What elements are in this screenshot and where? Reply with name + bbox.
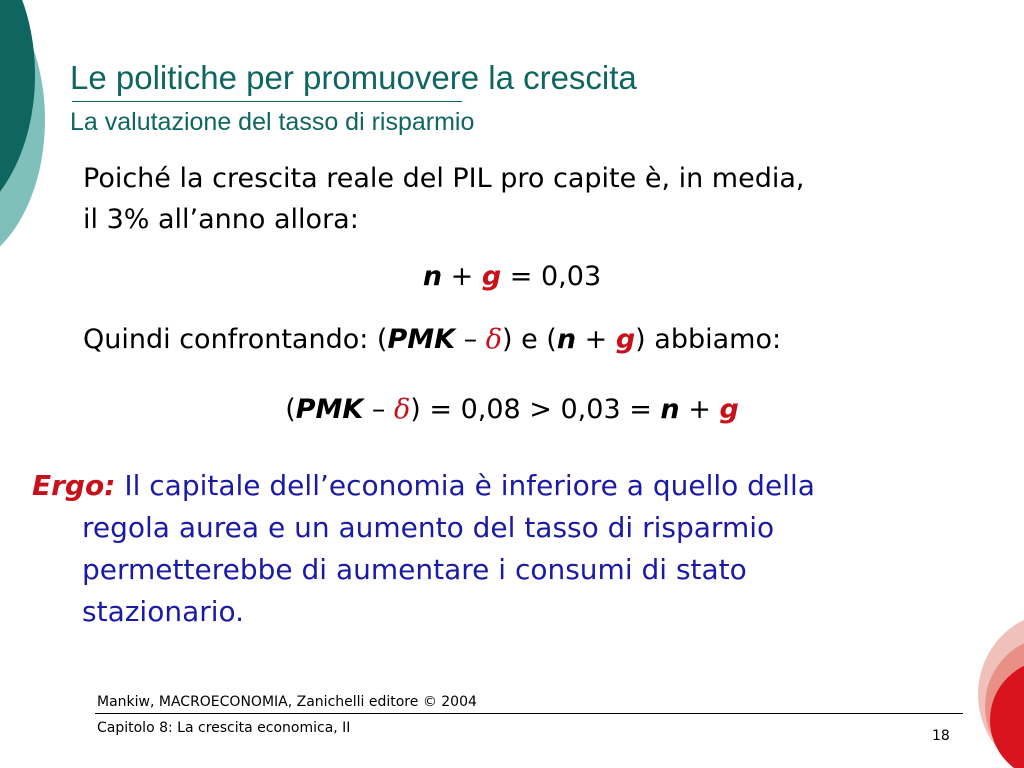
conclusion-text-1: Il capitale dell’economia è inferiore a quello della	[115, 469, 815, 502]
footer-divider	[95, 713, 963, 714]
conclusion-line-4: stazionario.	[82, 595, 245, 628]
eq2-pmk: PMK	[295, 394, 364, 425]
conclusion-line-1	[32, 465, 1007, 507]
conclusion-paragraph	[32, 465, 1007, 633]
slide-subtitle: La valutazione del tasso di risparmio	[70, 108, 475, 136]
eq2-minus: –	[363, 394, 395, 425]
eq2-open: (	[285, 394, 296, 425]
conclusion-line-2: regola aurea e un aumento del tasso di risparmio	[82, 511, 775, 544]
equation-growth	[0, 257, 1024, 297]
compare-mid: ) e (	[501, 324, 557, 355]
slide-title: Le politiche per promuovere la crescita	[70, 59, 637, 96]
eq1-rest: = 0,03	[501, 261, 602, 292]
compare-prefix: Quindi confrontando: (	[83, 324, 388, 355]
footer-chapter: Capitolo 8: La crescita economica, II	[97, 720, 351, 736]
eq2-rest: ) = 0,08 > 0,03 =	[410, 394, 661, 425]
eq1-n: n	[422, 261, 443, 292]
equation-comparison	[0, 390, 1024, 430]
intro-line-1: Poiché la crescita reale del PIL pro capite è, in media,	[83, 163, 805, 194]
eq1-g: g	[481, 261, 502, 292]
eq2-n: n	[660, 394, 680, 425]
eq2-g: g	[719, 394, 739, 425]
compare-pmk: PMK	[387, 324, 456, 355]
eq2-plus: +	[679, 394, 720, 425]
intro-line-2: il 3% all’anno allora:	[83, 204, 359, 235]
compare-plus: +	[576, 324, 616, 355]
conclusion-line-3: permetterebbe di aumentare i consumi di stato	[82, 553, 747, 586]
title-underline	[72, 101, 462, 102]
compare-n: n	[556, 324, 577, 355]
footer-source: Mankiw, MACROECONOMIA, Zanichelli editore © 2004	[97, 694, 477, 710]
compare-suffix: ) abbiamo:	[635, 324, 782, 355]
eq1-plus: +	[442, 261, 482, 292]
compare-line	[83, 320, 781, 360]
eq2-delta: δ	[394, 394, 411, 425]
page-number: 18	[932, 728, 950, 744]
compare-g: g	[615, 324, 636, 355]
conclusion-label: Ergo:	[32, 469, 116, 502]
compare-delta: δ	[485, 324, 502, 355]
compare-minus: –	[455, 324, 486, 355]
